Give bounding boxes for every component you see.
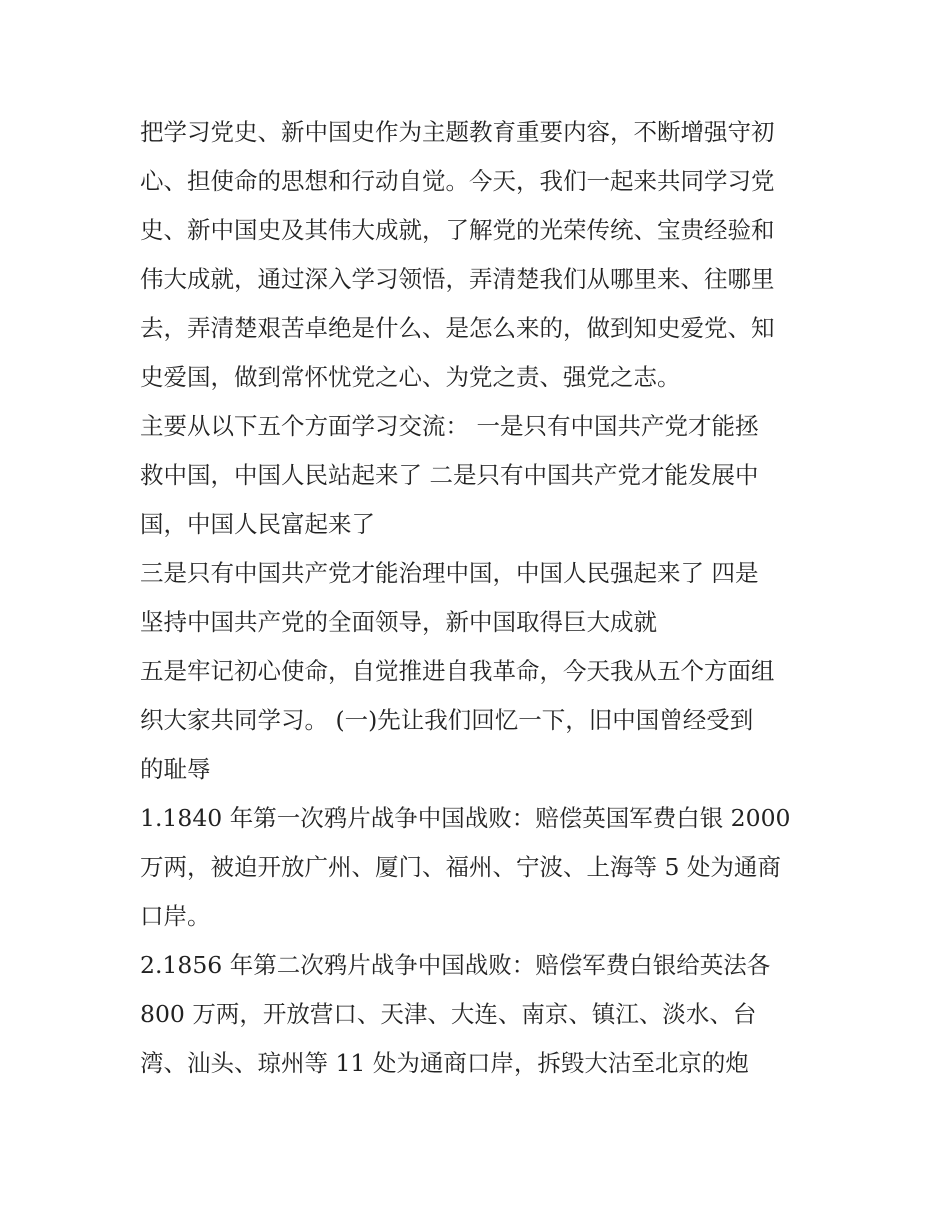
text-line: 五是牢记初心使命，自觉推进自我革命，今天我从五个方面组 bbox=[140, 657, 775, 685]
text-line: 心、担使命的思想和行动自觉。今天，我们一起来共同学习党 bbox=[140, 167, 775, 195]
document-body bbox=[140, 108, 820, 1088]
text-line: 三是只有中国共产党才能治理中国，中国人民强起来了 四是 bbox=[140, 559, 759, 587]
text-line: 救中国，中国人民站起来了 二是只有中国共产党才能发展中 bbox=[140, 461, 759, 489]
text-line: 史爱国，做到常怀忧党之心、为党之责、强党之志。 bbox=[140, 363, 681, 391]
text-line: 800 万两，开放营口、天津、大连、南京、镇江、淡水、台 bbox=[140, 1000, 757, 1028]
text-line: 万两，被迫开放广州、厦门、福州、宁波、上海等 5 处为通商 bbox=[140, 853, 781, 881]
text-line: 口岸。 bbox=[140, 902, 211, 930]
text-line: 史、新中国史及其伟大成就，了解党的光荣传统、宝贵经验和 bbox=[140, 216, 775, 244]
text-line: 织大家共同学习。 (一)先让我们回忆一下，旧中国曾经受到 bbox=[140, 706, 754, 734]
text-line: 去，弄清楚艰苦卓绝是什么、是怎么来的，做到知史爱党、知 bbox=[140, 314, 775, 342]
text-line: 的耻辱 bbox=[140, 755, 211, 783]
text-line: 主要从以下五个方面学习交流： 一是只有中国共产党才能拯 bbox=[140, 412, 759, 440]
text-line: 坚持中国共产党的全面领导，新中国取得巨大成就 bbox=[140, 608, 657, 636]
text-line: 湾、汕头、琼州等 11 处为通商口岸，拆毁大沽至北京的炮 bbox=[140, 1049, 749, 1077]
text-line: 伟大成就，通过深入学习领悟，弄清楚我们从哪里来、往哪里 bbox=[140, 265, 775, 293]
text-line: 把学习党史、新中国史作为主题教育重要内容，不断增强守初 bbox=[140, 118, 775, 146]
text-line: 1.1840 年第一次鸦片战争中国战败：赔偿英国军费白银 2000 bbox=[140, 804, 791, 832]
text-line: 国，中国人民富起来了 bbox=[140, 510, 375, 538]
text-line: 2.1856 年第二次鸦片战争中国战败：赔偿军费白银给英法各 bbox=[140, 951, 771, 979]
